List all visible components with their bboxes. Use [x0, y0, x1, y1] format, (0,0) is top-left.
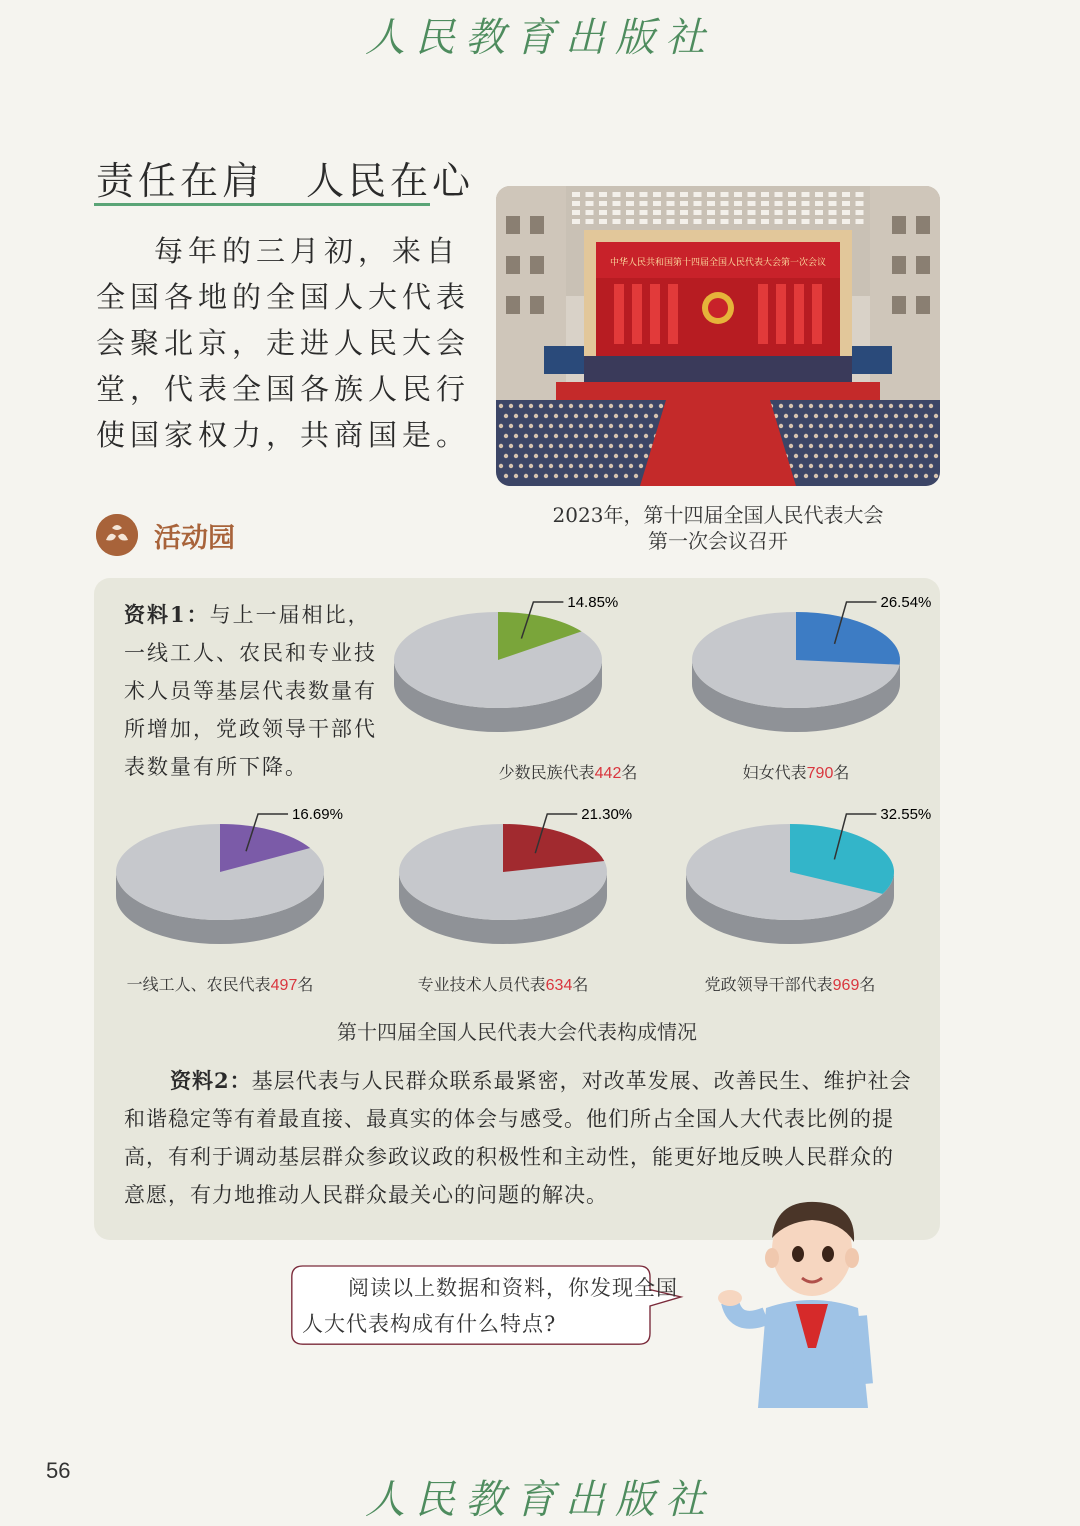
category-count: 442	[594, 765, 622, 782]
category-count: 634	[545, 977, 573, 994]
pie-category-label	[363, 972, 643, 995]
category-count: 790	[806, 765, 834, 782]
category-name: 少数民族代表	[498, 765, 595, 782]
material1-label: 资料1：	[124, 602, 210, 627]
category-name: 党政领导干部代表	[704, 977, 833, 994]
pie-slice	[796, 612, 900, 665]
category-count: 497	[270, 977, 298, 994]
percent-label: 21.30%	[581, 806, 633, 823]
category-unit: 名	[859, 977, 876, 994]
student-illustration	[716, 1198, 896, 1408]
pie-category-label	[80, 972, 360, 995]
material2-label: 资料2：	[170, 1068, 252, 1093]
percent-label: 16.69%	[292, 806, 343, 823]
section-title: 责任在肩 人民在心	[96, 159, 475, 203]
category-name: 妇女代表	[742, 765, 807, 782]
pie-chart-1	[394, 594, 618, 732]
category-unit: 名	[833, 765, 850, 782]
category-unit: 名	[297, 977, 314, 994]
category-name: 一线工人、农民代表	[126, 977, 271, 994]
chart-caption: 第十四届全国人民代表大会代表构成情况	[337, 1020, 697, 1044]
pie-chart-5	[686, 806, 931, 944]
pie-category-label	[656, 760, 936, 783]
page-number: 56	[46, 1458, 71, 1483]
publisher-logo-top: 人民教育出版社	[365, 15, 715, 61]
publisher-logo-bottom: 人民教育出版社	[365, 1477, 715, 1523]
percent-label: 32.55%	[880, 806, 932, 823]
percent-label: 14.85%	[567, 594, 619, 611]
photo-caption-line1: 2023年，第十四届全国人民代表大会	[552, 503, 884, 527]
banner-text: 中华人民共和国第十四届全国人民代表大会第一次会议	[609, 258, 827, 268]
pie-chart-2	[692, 594, 931, 732]
activity-label: 活动园	[154, 523, 235, 554]
intro-paragraph: 每年的三月初，来自全国各地的全国人大代表会聚北京，走进人民大会堂，代表全国各族人民行使国家权力，共商国是。	[96, 234, 471, 452]
material2-text: 基层代表与人民群众联系最紧密，对改革发展、改善民生、维护社会和谐稳定等有着最直接、最真实的体会与感受。他们所占全国人大代表比例的提高，有利于调动基层群众参政议政的积极性和主动性，能更好地反映人民群众的意愿，有力地推动人民群众最关心的问题的解决。	[124, 1069, 912, 1207]
speech-bubble-text: 阅读以上数据和资料，你发现全国人大代表构成有什么特点?	[302, 1276, 678, 1336]
pie-category-label	[650, 972, 930, 995]
category-unit: 名	[572, 977, 589, 994]
pie-chart-4	[399, 806, 632, 944]
category-count: 969	[832, 977, 860, 994]
category-unit: 名	[621, 765, 638, 782]
photo-caption-line2: 第一次会议召开	[648, 529, 788, 553]
category-name: 专业技术人员代表	[417, 977, 546, 994]
material2	[124, 1062, 914, 1214]
material1-text: 与上一届相比，一线工人、农民和专业技术人员等基层代表数量有所增加，党政领导干部代表数量有所下降。	[124, 603, 377, 779]
percent-label: 26.54%	[880, 594, 932, 611]
pie-chart-3	[116, 806, 343, 944]
